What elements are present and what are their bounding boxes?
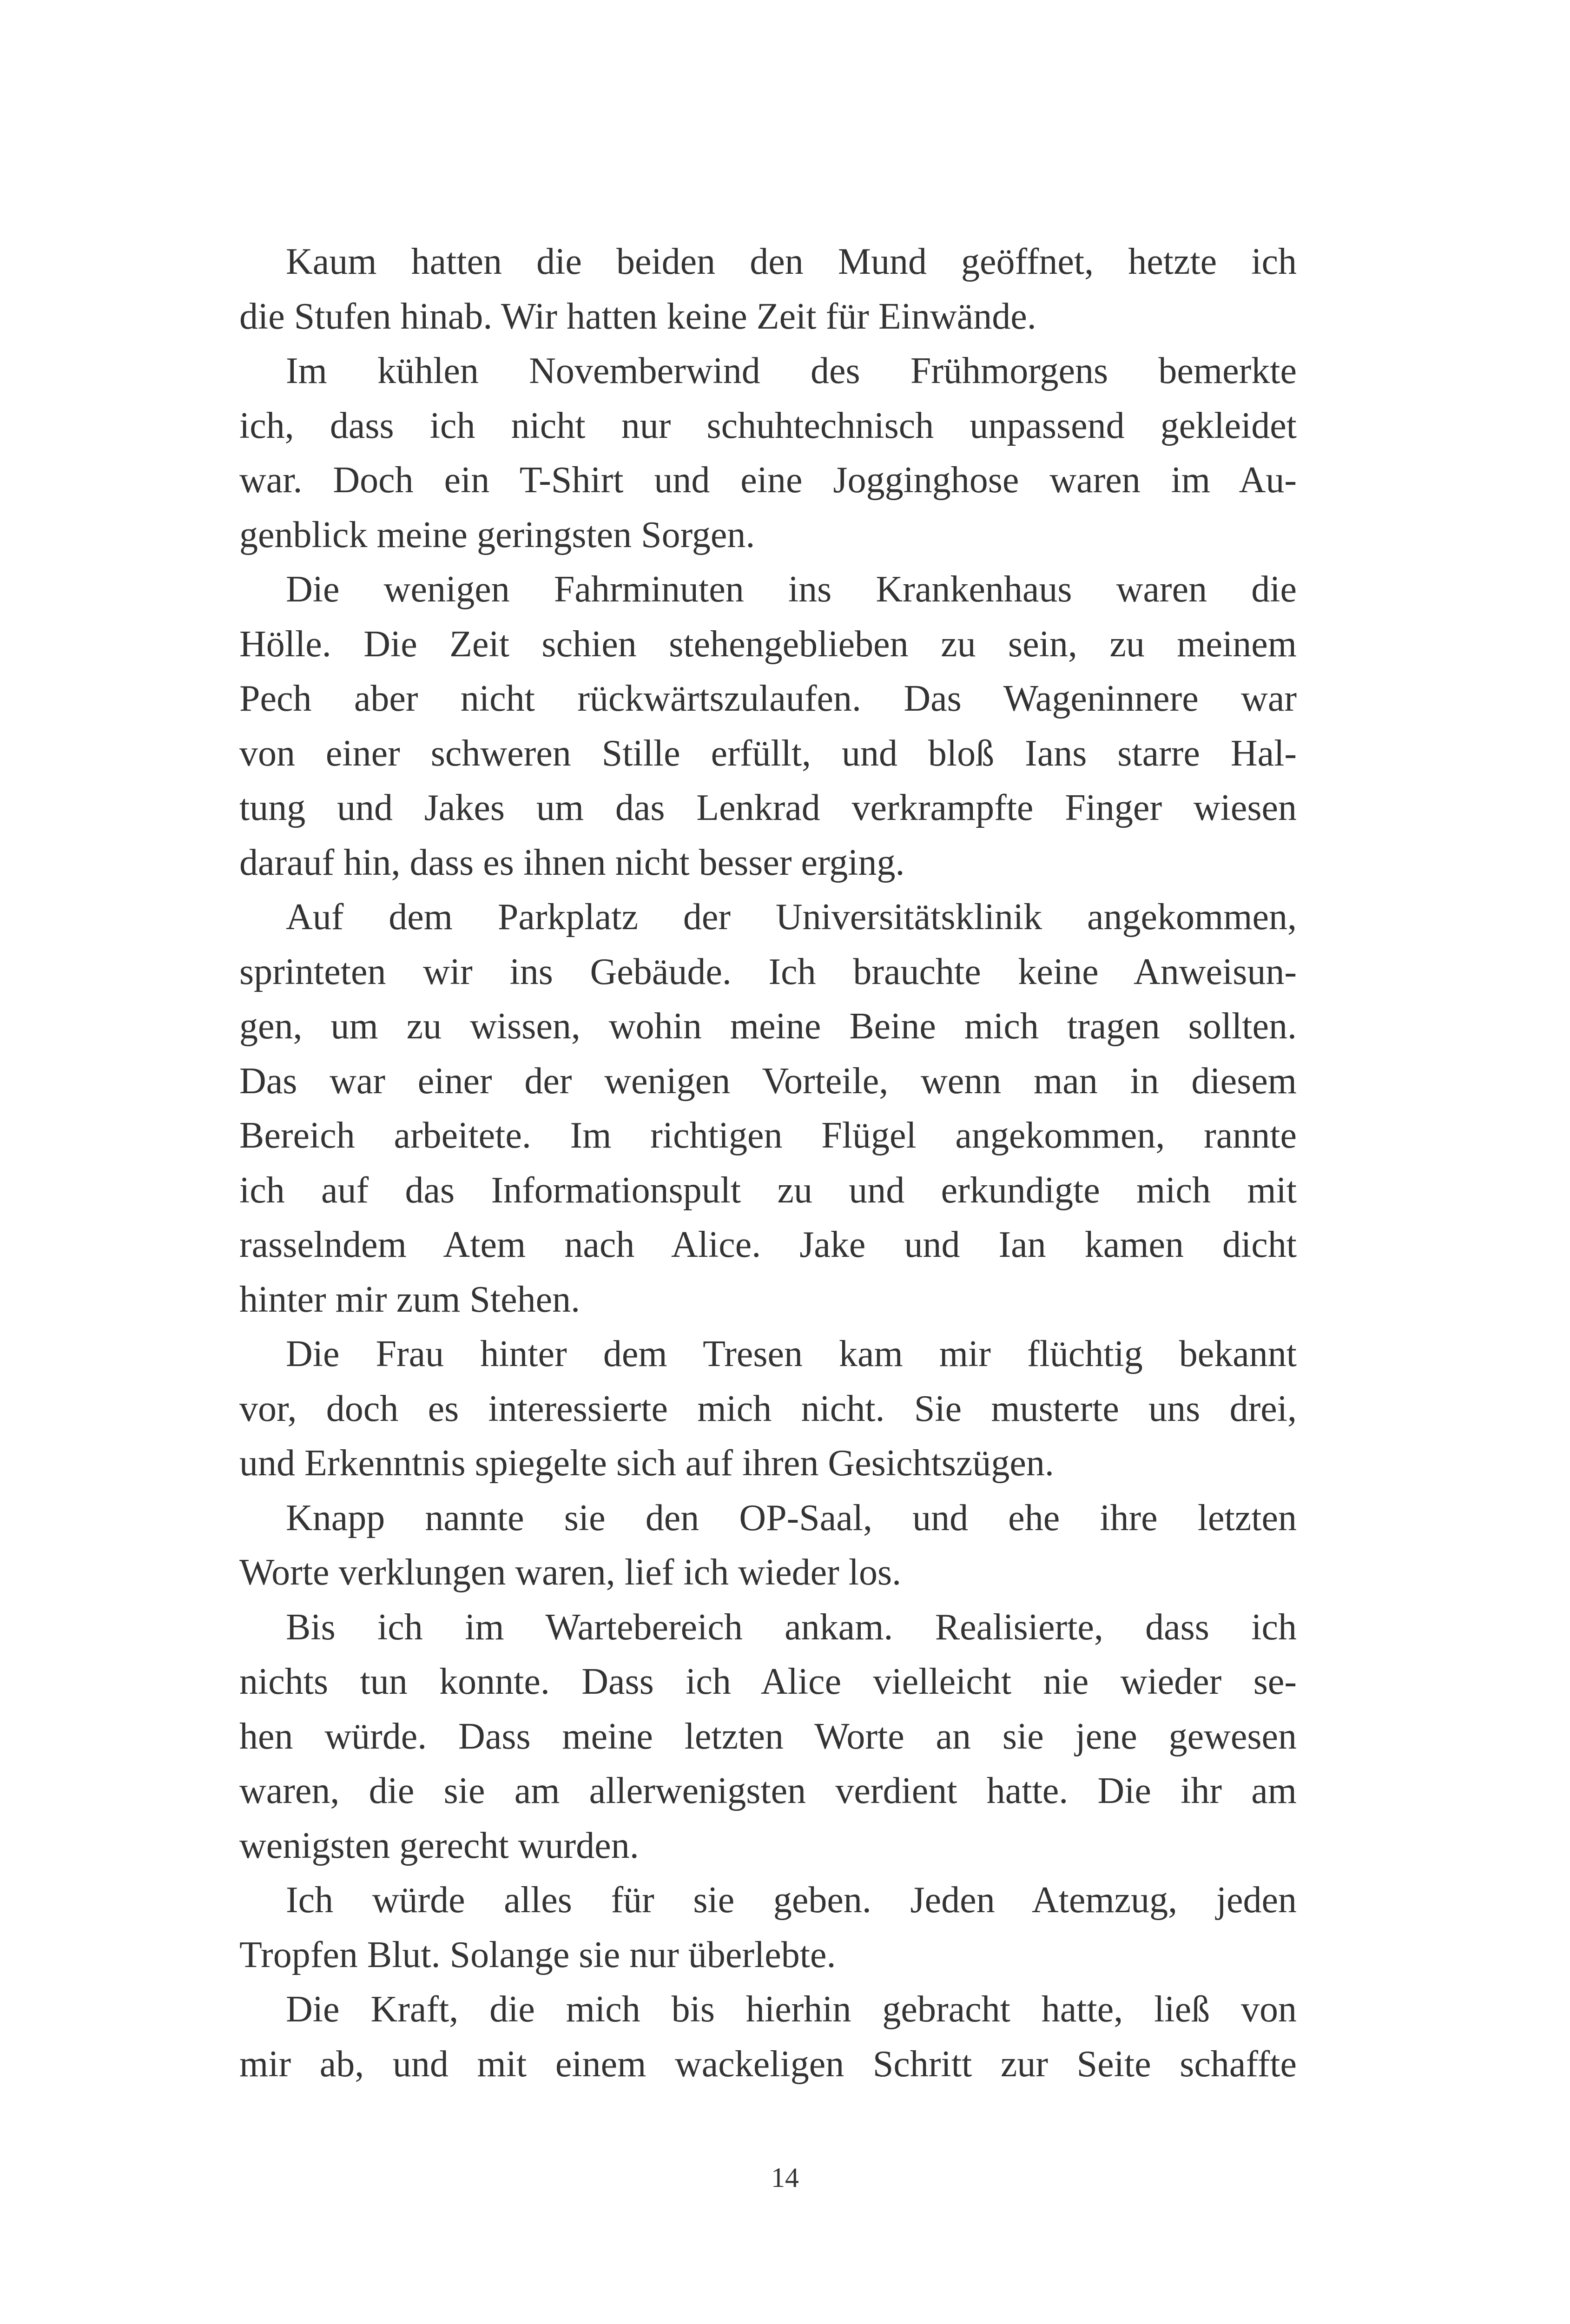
text-line: nichts tun konnte. Dass ich Alice vielleicht nie wieder se- — [239, 1661, 1297, 1702]
page-number: 14 — [771, 2162, 799, 2193]
text-line: Worte verklungen waren, lief ich wieder los. — [239, 1552, 902, 1593]
text-line: Hölle. Die Zeit schien stehengeblieben zu sein, zu meinem — [239, 623, 1297, 665]
text-line: hinter mir zum Stehen. — [239, 1279, 581, 1320]
text-line: hen würde. Dass meine letzten Worte an sie jene gewesen — [239, 1716, 1297, 1757]
text-line: von einer schweren Stille erfüllt, und bloß Ians starre Hal- — [239, 733, 1297, 774]
text-line: Knapp nannte sie den OP-Saal, und ehe ihre letzten — [286, 1497, 1297, 1538]
text-line: ich, dass ich nicht nur schuhtechnisch unpassend gekleidet — [239, 405, 1297, 446]
text-line: Ich würde alles für sie geben. Jeden Atemzug, jeden — [286, 1880, 1297, 1921]
text-line: Die Frau hinter dem Tresen kam mir flüchtig bekannt — [286, 1334, 1297, 1374]
text-line: genblick meine geringsten Sorgen. — [239, 514, 755, 555]
text-line: Im kühlen Novemberwind des Frühmorgens bemerkte — [286, 350, 1297, 391]
text-line: sprinteten wir ins Gebäude. Ich brauchte keine Anweisun- — [239, 951, 1297, 992]
text-line: war. Doch ein T-Shirt und eine Jogginghose waren im Au- — [239, 460, 1297, 501]
text-line: Auf dem Parkplatz der Universitätsklinik angekommen, — [286, 897, 1297, 938]
body-text — [239, 235, 1297, 2092]
text-line: waren, die sie am allerwenigsten verdient hatte. Die ihr am — [239, 1770, 1297, 1811]
text-line: darauf hin, dass es ihnen nicht besser erging. — [239, 842, 905, 883]
text-line: mir ab, und mit einem wackeligen Schritt zur Seite schaffte — [239, 2043, 1297, 2085]
text-line: wenigsten gerecht wurden. — [239, 1825, 639, 1866]
text-line: Kaum hatten die beiden den Mund geöffnet, hetzte ich — [286, 241, 1297, 282]
text-line: Die wenigen Fahrminuten ins Krankenhaus waren die — [286, 569, 1297, 610]
text-line: vor, doch es interessierte mich nicht. Sie musterte uns drei, — [239, 1388, 1297, 1429]
text-line: rasselndem Atem nach Alice. Jake und Ian kamen dicht — [239, 1224, 1297, 1265]
text-line: gen, um zu wissen, wohin meine Beine mich tragen sollten. — [239, 1006, 1297, 1047]
text-line: die Stufen hinab. Wir hatten keine Zeit für Einwände. — [239, 296, 1036, 337]
text-line: Das war einer der wenigen Vorteile, wenn man in diesem — [239, 1060, 1297, 1102]
text-line: ich auf das Informationspult zu und erkundigte mich mit — [239, 1169, 1297, 1211]
text-line: Die Kraft, die mich bis hierhin gebracht hatte, ließ von — [286, 1989, 1297, 2030]
text-line: Pech aber nicht rückwärtszulaufen. Das Wageninnere war — [239, 678, 1297, 719]
text-line: und Erkenntnis spiegelte sich auf ihren Gesichtszügen. — [239, 1443, 1054, 1484]
text-line: Bereich arbeitete. Im richtigen Flügel angekommen, rannte — [239, 1115, 1297, 1156]
text-line: Tropfen Blut. Solange sie nur überlebte. — [239, 1934, 836, 1975]
text-line: tung und Jakes um das Lenkrad verkrampfte Finger wiesen — [239, 787, 1297, 828]
text-line: Bis ich im Wartebereich ankam. Realisierte, dass ich — [286, 1606, 1297, 1648]
